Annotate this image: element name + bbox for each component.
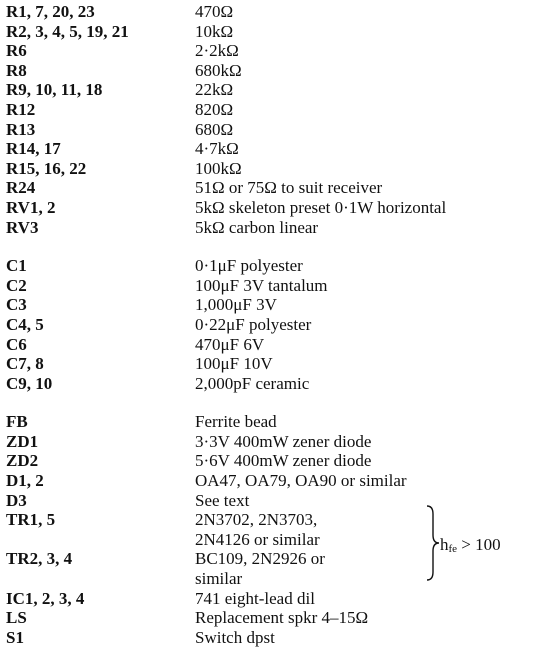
component-row — [6, 41, 551, 61]
component-row — [6, 335, 551, 355]
component-row — [6, 412, 551, 432]
component-ref: R6 — [6, 41, 27, 61]
component-value: 2N4126 or similar — [195, 529, 320, 549]
component-row — [6, 159, 551, 179]
component-value: 0·22μF polyester — [195, 314, 312, 334]
component-value: 4·7kΩ — [195, 139, 239, 159]
component-value: 680Ω — [195, 119, 234, 139]
component-row — [6, 432, 551, 452]
transistor-gain-note — [424, 502, 554, 584]
component-value: 2N3702, 2N3703, — [195, 510, 318, 530]
component-value: See text — [195, 490, 250, 510]
component-row — [6, 295, 551, 315]
component-row — [6, 451, 551, 471]
component-row — [6, 589, 551, 609]
component-row — [6, 374, 551, 394]
component-row — [6, 80, 551, 100]
component-ref: R2, 3, 4, 5, 19, 21 — [6, 21, 129, 41]
component-ref: R24 — [6, 178, 36, 198]
component-value: 470Ω — [195, 2, 234, 21]
component-value: similar — [195, 569, 243, 589]
component-ref: S1 — [6, 627, 24, 647]
component-ref: R9, 10, 11, 18 — [6, 80, 103, 100]
component-ref: R12 — [6, 99, 36, 119]
component-value: 5kΩ carbon linear — [195, 217, 319, 237]
component-value: 741 eight-lead dil — [195, 588, 315, 608]
component-ref: ZD1 — [6, 431, 39, 451]
component-value: 5kΩ skeleton preset 0·1W horizontal — [195, 197, 447, 217]
component-value: 820Ω — [195, 99, 234, 119]
component-value: 3·3V 400mW zener diode — [195, 431, 372, 451]
component-value: 100kΩ — [195, 158, 242, 178]
component-ref: C2 — [6, 275, 27, 295]
component-ref: C7, 8 — [6, 354, 44, 374]
component-ref: C4, 5 — [6, 314, 44, 334]
component-ref: RV3 — [6, 217, 39, 237]
component-value: 10kΩ — [195, 21, 234, 41]
component-ref: D1, 2 — [6, 471, 44, 491]
component-ref: C1 — [6, 256, 27, 276]
component-ref: RV1, 2 — [6, 197, 56, 217]
component-value: 100μF 10V — [195, 354, 273, 374]
component-row — [6, 276, 551, 296]
component-row — [6, 100, 551, 120]
component-ref: TR2, 3, 4 — [6, 549, 73, 569]
component-value: 470μF 6V — [195, 334, 265, 354]
component-value: Ferrite bead — [195, 412, 277, 432]
component-ref: ZD2 — [6, 451, 39, 471]
component-ref: LS — [6, 608, 27, 628]
component-row — [6, 471, 551, 491]
component-row — [6, 608, 551, 628]
component-value: 0·1μF polyester — [195, 256, 303, 276]
component-ref: FB — [6, 412, 28, 432]
component-value: Replacement spkr 4–15Ω — [195, 608, 369, 628]
component-row — [6, 628, 551, 648]
section-resistors — [6, 2, 551, 237]
component-value: BC109, 2N2926 or — [195, 549, 325, 569]
hfe-condition: $h_{fe} > 100$ — [440, 535, 501, 555]
component-ref: R15, 16, 22 — [6, 158, 87, 178]
component-ref: R13 — [6, 119, 36, 139]
component-ref: D3 — [6, 490, 27, 510]
component-ref: C6 — [6, 334, 27, 354]
component-ref: R1, 7, 20, 23 — [6, 2, 95, 21]
component-ref: IC1, 2, 3, 4 — [6, 588, 85, 608]
component-value: Switch dpst — [195, 627, 275, 647]
section-capacitors — [6, 256, 551, 393]
component-value: 2,000pF ceramic — [195, 373, 310, 393]
component-row — [6, 2, 551, 22]
component-ref: R14, 17 — [6, 139, 61, 159]
component-value: OA47, OA79, OA90 or similar — [195, 471, 407, 491]
component-ref: TR1, 5 — [6, 510, 56, 530]
component-row — [6, 178, 551, 198]
component-row — [6, 218, 551, 238]
component-value: 22kΩ — [195, 80, 234, 100]
component-value: 2·2kΩ — [195, 41, 239, 61]
component-row — [6, 198, 551, 218]
component-row — [6, 120, 551, 140]
component-value: 680kΩ — [195, 60, 242, 80]
component-value: 51Ω or 75Ω to suit receiver — [195, 178, 383, 198]
component-ref: R8 — [6, 60, 27, 80]
component-value: 100μF 3V tantalum — [195, 275, 328, 295]
component-row — [6, 354, 551, 374]
component-row — [6, 61, 551, 81]
component-row — [6, 139, 551, 159]
component-row — [6, 22, 551, 42]
component-value: 5·6V 400mW zener diode — [195, 451, 372, 471]
component-ref: C3 — [6, 295, 27, 315]
component-row — [6, 315, 551, 335]
component-row — [6, 256, 551, 276]
component-ref: C9, 10 — [6, 373, 53, 393]
component-value: 1,000μF 3V — [195, 295, 277, 315]
